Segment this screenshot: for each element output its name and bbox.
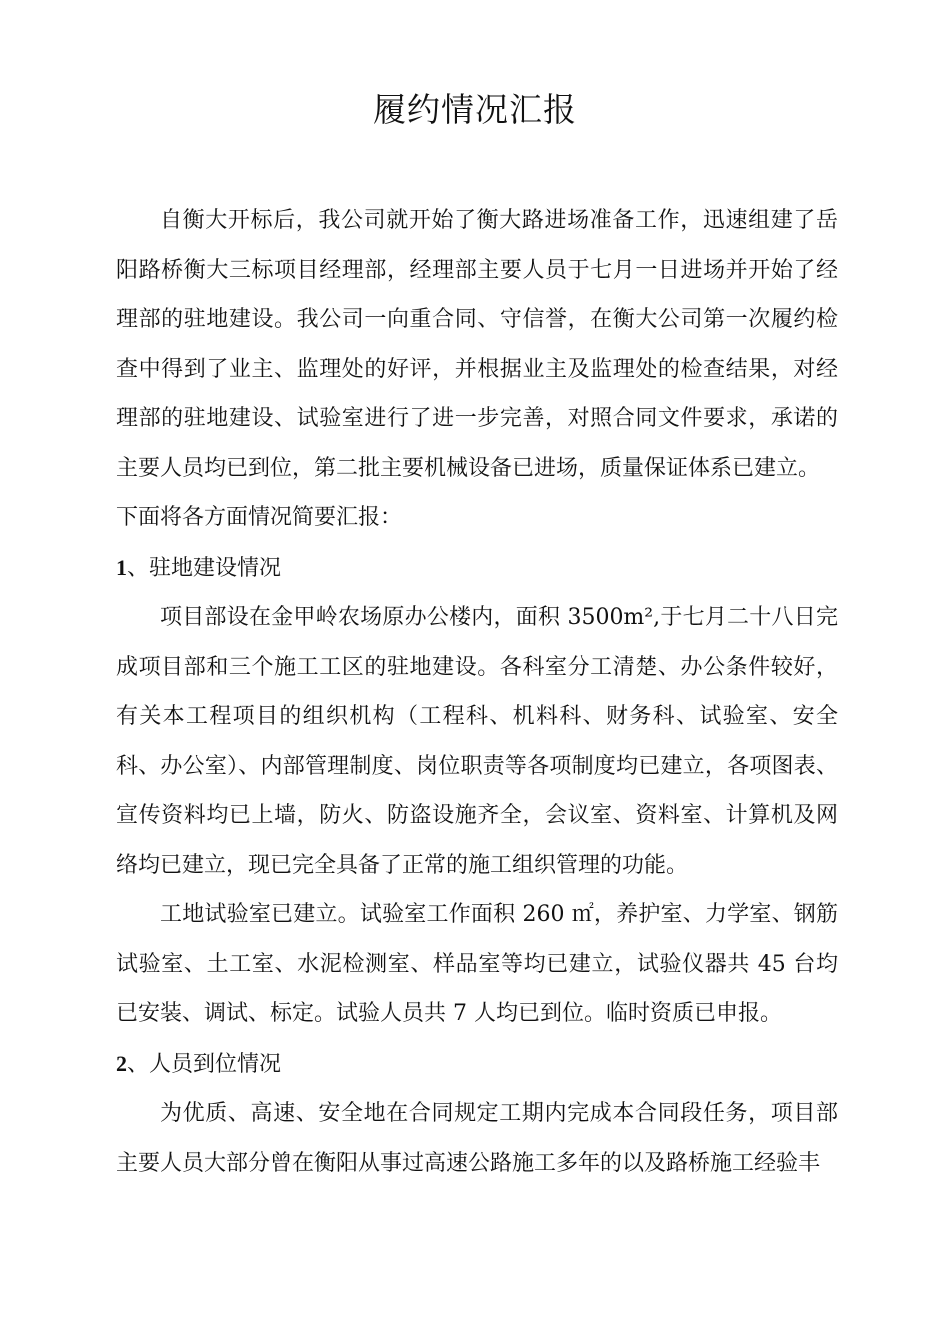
intro-tail-line: 下面将各方面情况简要汇报： [116,505,403,530]
section-2-title: 、人员到位情况 [127,1051,282,1077]
section-1-heading [116,543,838,594]
section-1-number: 1 [116,554,127,580]
section-2-paragraph-1: 为优质、高速、安全地在合同规定工期内完成本合同段任务，项目部主要人员大部分曾在衡阳从事过高速公路施工多年的以及路桥施工经验丰 [116,1101,838,1176]
section-1-paragraph-2: 工地试验室已建立。试验室工作面积 260 ㎡，养护室、力学室、钢筋试验室、土工室、水泥检测室、样品室等均已建立，试验仪器共 45 台均已安装、调试、标定。试验人员共 7 人均已到位。临时资质已申报。 [116,902,838,1026]
document-title: 履约情况汇报 [373,90,577,129]
section-1-title: 、驻地建设情况 [127,555,282,581]
section-2-number: 2 [116,1050,127,1076]
intro-paragraph: 自衡大开标后，我公司就开始了衡大路进场准备工作，迅速组建了岳阳路桥衡大三标项目经理部，经理部主要人员于七月一日进场并开始了经理部的驻地建设。我公司一向重合同、守信誉，在衡大公司第一次履约检查中得到了业主、监理处的好评，并根据业主及监理处的检查结果，对经理部的驻地建设、试验室进行了进一步完善，对照合同文件要求，承诺的主要人员均已到位，第二批主要机械设备已进场，质量保证体系已建立。 [116,208,838,481]
document-body [116,196,838,1188]
section-2-heading [116,1039,838,1090]
section-1-paragraph-1: 项目部设在金甲岭农场原办公楼内，面积 3500m²,于七月二十八日完成项目部和三个施工工区的驻地建设。各科室分工清楚、办公条件较好，有关本工程项目的组织机构（工程科、机料科、财务科、试验室、安全科、办公室）、内部管理制度、岗位职责等各项制度均已建立，各项图表、宣传资料均已上墙，防火、防盗设施齐全，会议室、资料室、计算机及网络均已建立，现已完全具备了正常的施工组织管理的功能。 [116,605,838,878]
